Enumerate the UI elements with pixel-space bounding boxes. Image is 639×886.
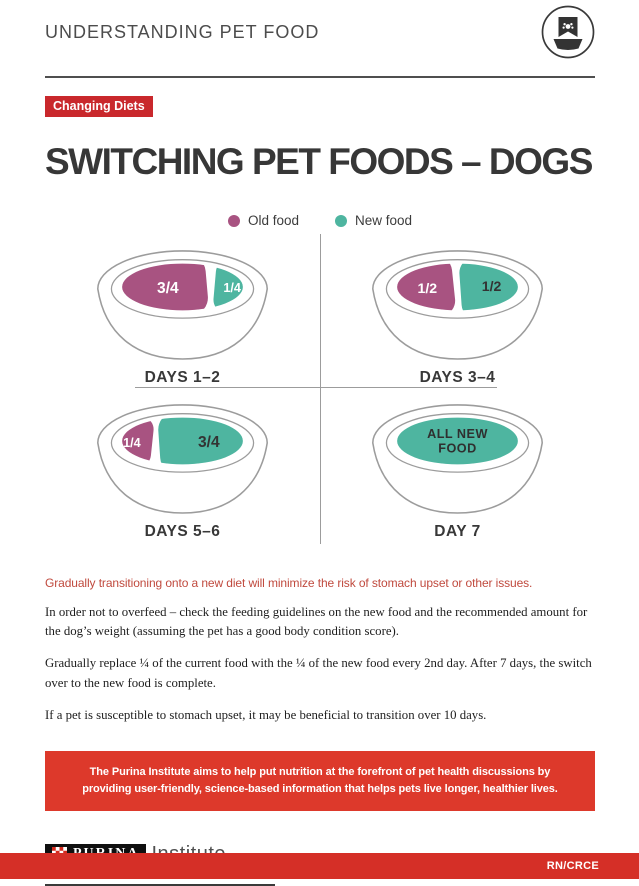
footer-bar (0, 853, 639, 879)
fraction-new: 1/2 (481, 277, 502, 294)
body-paragraph-3: If a pet is susceptible to stomach upset, it may be beneficial to transition over 10 days. (45, 707, 487, 722)
fraction-new: 1/4 (223, 280, 241, 295)
old-food-dot-icon (228, 215, 240, 227)
changing-diets-badge: Changing Diets (45, 96, 153, 117)
purina-institute-callout-box: The Purina Institute aims to help put nutrition at the forefront of pet health discussions by providing user-friendly, science-based information that helps pets live longer, healthier lives. (45, 751, 595, 811)
bowl-days-1-2-illustration (90, 242, 275, 365)
body-paragraph-1: In order not to overfeed – check the feeding guidelines on the new food and the recommended amount for the dog’s weight (assuming the pet has a good body condition score). (45, 605, 588, 639)
divider-horizontal (135, 387, 497, 388)
bowl-diagram-grid (45, 238, 595, 546)
bowl-label: DAYS 5–6 (144, 523, 221, 540)
legend-item-new-food (335, 213, 412, 228)
body-paragraph-2: Gradually replace ¼ of the current food with the ¼ of the new food every 2nd day. After 7 days, the switch over to the new food is complete. (45, 656, 592, 690)
new-food-dot-icon (335, 215, 347, 227)
all-new-food-label-line2: FOOD (438, 441, 477, 456)
legend-label-new: New food (355, 213, 413, 228)
bowl-label: DAYS 3–4 (419, 369, 496, 386)
divider-vertical (320, 234, 321, 544)
bowl-days-3-4-illustration (365, 242, 550, 365)
legend-item-old-food (228, 213, 299, 228)
bowl-days-1-2 (45, 238, 320, 392)
page-title: SWITCHING PET FOODS – DOGS (45, 141, 592, 182)
fraction-old: 1/4 (123, 435, 141, 450)
pet-food-bag-and-bowl-icon (541, 5, 595, 59)
legend-label-old: Old food (247, 213, 299, 228)
fraction-old: 1/2 (417, 279, 438, 296)
header (45, 12, 595, 68)
bowl-day-7 (320, 392, 595, 546)
bowl-days-5-6-illustration (90, 396, 275, 519)
bowl-day-7-illustration (365, 396, 550, 519)
bowl-days-5-6 (45, 392, 320, 546)
footer-document-code: RN/CRCE (546, 860, 599, 872)
fraction-old: 3/4 (157, 279, 179, 297)
body-copy (45, 603, 595, 725)
all-new-food-label-line1: ALL NEW (427, 427, 488, 442)
bowl-label: DAYS 1–2 (144, 369, 221, 386)
legend (45, 213, 595, 228)
header-title: UNDERSTANDING PET FOOD (45, 22, 320, 42)
lead-sentence: Gradually transitioning onto a new diet will minimize the risk of stomach upset or other issues. (45, 576, 533, 590)
fraction-new: 3/4 (197, 433, 220, 451)
bowl-days-3-4 (320, 238, 595, 392)
bowl-label: DAY 7 (434, 523, 481, 540)
